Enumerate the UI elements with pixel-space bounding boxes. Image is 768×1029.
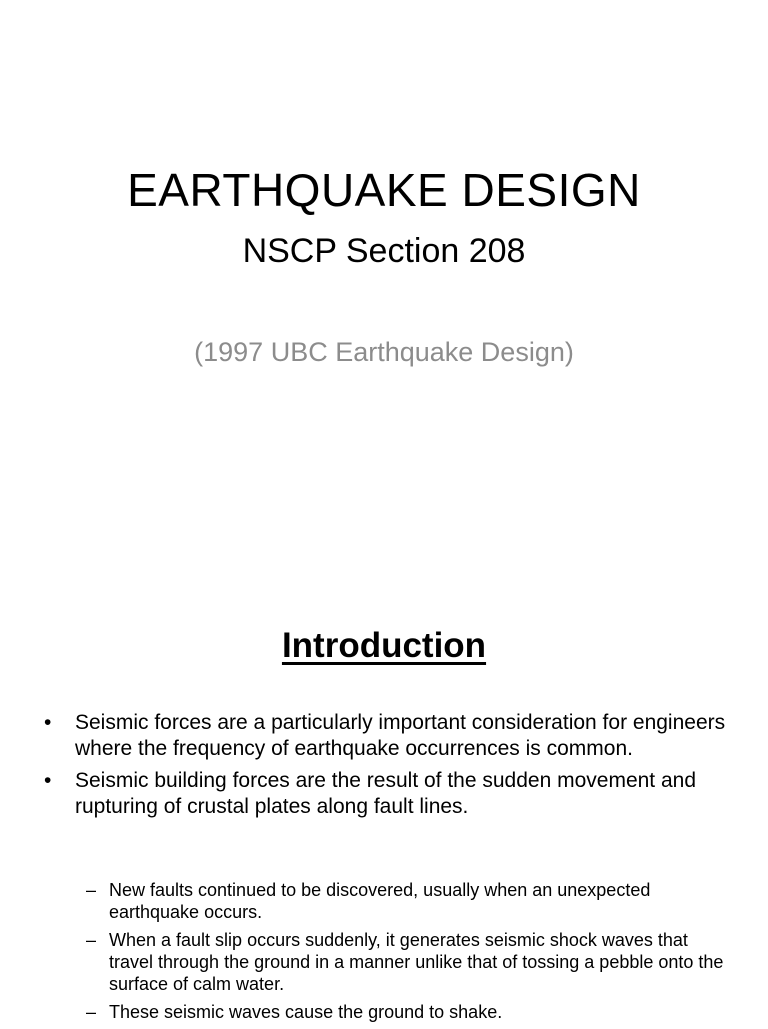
subbullet-text: These seismic waves cause the ground to shake. bbox=[109, 1002, 503, 1022]
slide-title-subline: NSCP Section 208 bbox=[242, 232, 526, 270]
subbullet-item bbox=[86, 929, 736, 995]
bullet-text: Seismic building forces are the result of the sudden movement and rupturing of crustal plates along fault lines. bbox=[75, 769, 697, 818]
bullet-text: Seismic forces are a particularly important consideration for engineers where the frequency of earthquake occurrences is common. bbox=[75, 711, 726, 760]
dash-icon: – bbox=[86, 880, 97, 900]
bullet-icon: • bbox=[44, 769, 52, 792]
bullet-list bbox=[44, 710, 734, 826]
bullet-item bbox=[44, 768, 734, 820]
subbullet-item bbox=[86, 1001, 736, 1023]
subbullet-list bbox=[86, 879, 736, 1029]
subbullet-item bbox=[86, 879, 736, 923]
bullet-item bbox=[44, 710, 734, 762]
bullet-icon: • bbox=[44, 711, 52, 734]
dash-icon: – bbox=[86, 930, 97, 950]
subbullet-text: When a fault slip occurs suddenly, it generates seismic shock waves that travel through the ground in a manner unlike that of tossing a pebble onto the surface of calm water. bbox=[109, 930, 724, 994]
dash-icon: – bbox=[86, 1002, 97, 1022]
slide-title: EARTHQUAKE DESIGN bbox=[127, 164, 641, 216]
slide-heading: Introduction bbox=[281, 626, 487, 665]
slide-subtitle: (1997 UBC Earthquake Design) bbox=[194, 337, 574, 367]
introduction-slide bbox=[0, 576, 768, 1024]
subbullet-text: New faults continued to be discovered, usually when an unexpected earthquake occurs. bbox=[109, 880, 651, 922]
